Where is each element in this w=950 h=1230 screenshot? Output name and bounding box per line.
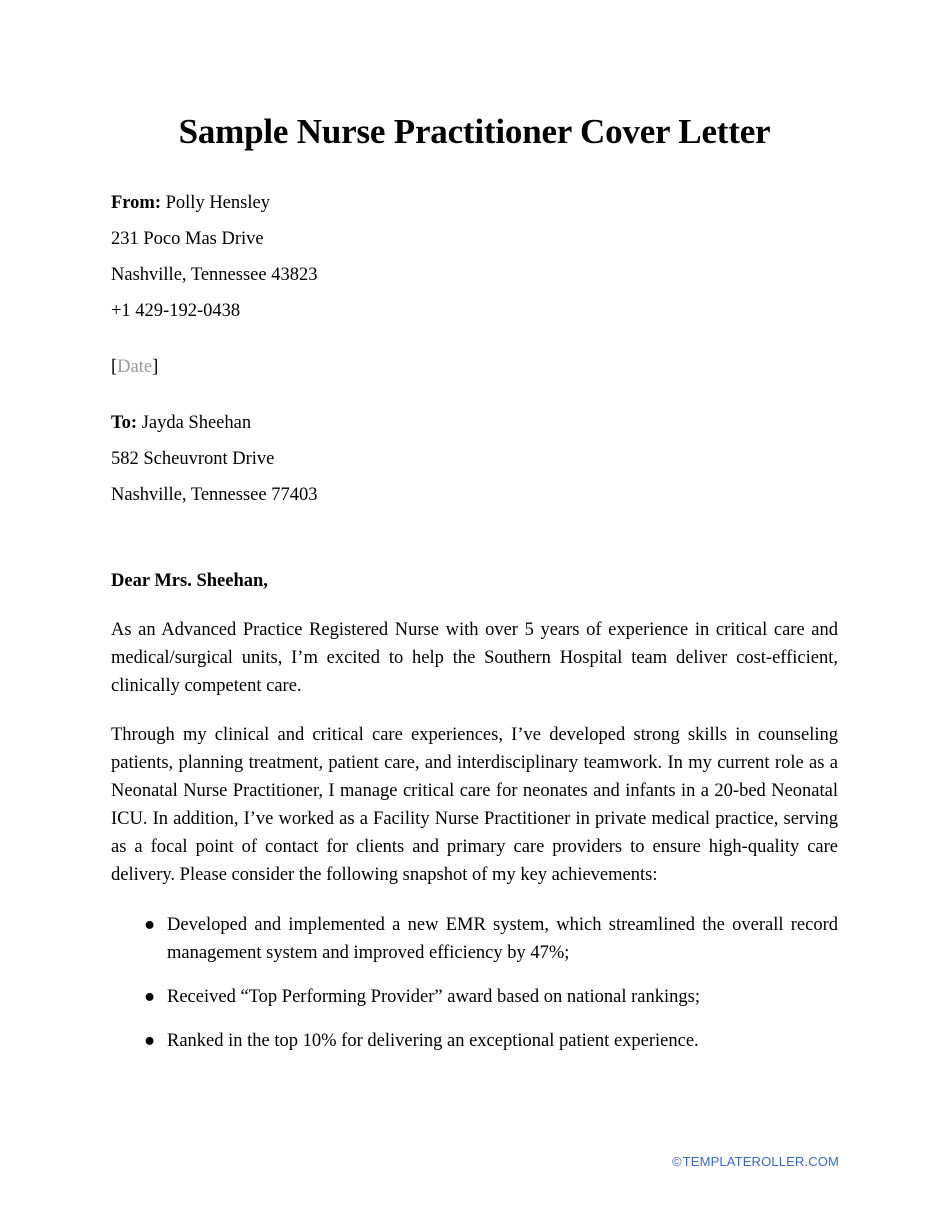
list-item-text: Ranked in the top 10% for delivering an exceptional patient experience. <box>167 1031 699 1052</box>
sender-city-state-zip: Nashville, Tennessee 43823 <box>111 265 318 286</box>
document-body <box>111 0 838 1055</box>
bullet-point-icon: ● <box>144 915 156 936</box>
page-title: Sample Nurse Practitioner Cover Letter <box>178 112 771 151</box>
body-paragraph-2: Through my clinical and critical care experiences, I’ve developed strong skills in counseling patients, planning treatment, patient care, and interdisciplinary teamwork. In my current role as a Neonatal Nurse Practitioner, I manage critical care for neonates and infants in a 20-bed Neonatal ICU. In addition, I’ve worked as a Facility Nurse Practitioner in private medical practice, serving as a focal point of contact for clients and primary care providers to ensure high-quality care delivery. Please consider the following snapshot of my key achievements: <box>111 725 838 886</box>
bullet-point-icon: ● <box>144 987 156 1008</box>
sender-address-block <box>111 185 838 329</box>
salutation: Dear Mrs. Sheehan, <box>111 571 268 592</box>
sender-phone: +1 429-192-0438 <box>111 301 241 322</box>
sender-name: Polly Hensley <box>165 193 270 214</box>
date-open-bracket: [ <box>111 357 118 378</box>
date-block <box>111 349 838 385</box>
list-item <box>111 1027 838 1055</box>
date-placeholder[interactable]: Date <box>117 357 153 378</box>
list-item-text: Developed and implemented a new EMR system, which streamlined the overall record management system and improved efficiency by 47%; <box>167 915 838 964</box>
copyright-icon: © <box>671 1154 682 1169</box>
sender-street: 231 Poco Mas Drive <box>111 229 264 250</box>
date-close-bracket: ] <box>152 357 159 378</box>
to-label: To: <box>111 413 138 434</box>
recipient-name-line <box>111 405 838 441</box>
recipient-city-state-zip: Nashville, Tennessee 77403 <box>111 485 318 506</box>
watermark-templateroller[interactable] <box>672 1154 839 1169</box>
watermark-text: TEMPLATEROLLER.COM <box>682 1154 839 1169</box>
list-item <box>111 983 838 1011</box>
sender-name-line <box>111 185 838 221</box>
recipient-address-block <box>111 405 838 513</box>
list-item <box>111 911 838 967</box>
from-label: From: <box>111 193 161 214</box>
recipient-name: Jayda Sheehan <box>141 413 252 434</box>
date-line[interactable] <box>111 349 838 385</box>
achievements-list <box>111 911 838 1055</box>
list-item-text: Received “Top Performing Provider” award based on national rankings; <box>167 987 700 1008</box>
bullet-point-icon: ● <box>144 1031 156 1052</box>
recipient-street: 582 Scheuvront Drive <box>111 449 275 470</box>
body-paragraph-1: As an Advanced Practice Registered Nurse with over 5 years of experience in critical care and medical/surgical units, I’m excited to help the Southern Hospital team deliver cost-efficient, clinically competent care. <box>111 620 838 697</box>
